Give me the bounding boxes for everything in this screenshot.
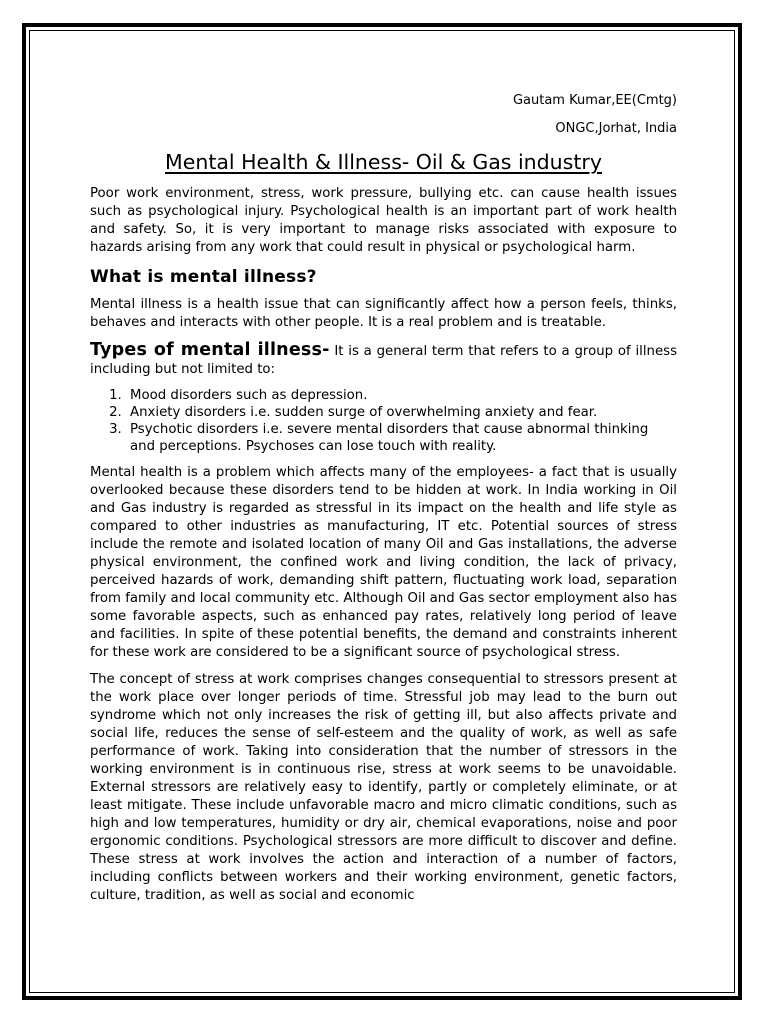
types-intro-text: It is a general term that refers to a group of illness including but not limited to: [90,344,677,377]
document-title: Mental Health & Illness- Oil & Gas industry [165,150,602,174]
author-name: Gautam Kumar,EE(Cmtg) [512,93,677,108]
author-organization: ONGC,Jorhat, India [555,121,677,136]
intro-paragraph: Poor work environment, stress, work pressure, bullying etc. can cause health issues such as psychological injury. Psychological health is an important part of work health and safety. So, it is very important to manage risks associated with exposure to hazards arising from any work that could result in physical or psychological harm. [90,186,677,255]
author-block [90,92,677,138]
list-item: 1. Mood disorders such as depression. [126,387,677,404]
types-paragraph [90,341,677,379]
stress-at-work-paragraph: The concept of stress at work comprises changes consequential to stressors present at the work place over longer periods of time. Stressful job may lead to the burn out syndrome which not only increases the risk of getting ill, but also affects private and social life, reduces the sense of self-esteem and the quality of work, as well as safe performance of work. Taking into consideration that the number of stressors in the working environment is in continuous rise, stress at work seems to be unavoidable. External stressors are relatively easy to identify, partly or completely eliminate, or at least mitigate. These include unfavorable macro and micro climatic conditions, such as high and low temperatures, humidity or dry air, chemical evaporations, noise and poor ergonomic conditions. Psychological stressors are more difficult to discover and define. These stress at work involves the action and interaction of a number of factors, including conflicts between workers and their working environment, genetic factors, culture, tradition, as well as social and economic [90,672,677,903]
oil-gas-stress-paragraph: Mental health is a problem which affects many of the employees- a fact that is usually overlooked because these disorders tend to be hidden at work. In India working in Oil and Gas industry is regarded as stressful in its impact on the health and life style as compared to other industries as manufacturing, IT etc. Potential sources of stress include the remote and isolated location of many Oil and Gas installations, the adverse physical environment, the confined work and living condition, the lack of privacy, perceived hazards of work, demanding shift pattern, fluctuating work load, separation from family and local community etc. Although Oil and Gas sector employment also has some favorable aspects, such as enhanced pay rates, relatively long period of leave and facilities. In spite of these potential benefits, the demand and constraints inherent for these work are considered to be a significant source of psychological stress. [90,465,677,660]
list-item: 2. Anxiety disorders i.e. sudden surge of overwhelming anxiety and fear. [126,404,677,421]
section-heading-types-of-mental-illness: Types of mental illness- [90,340,330,360]
mental-illness-types-list [90,387,677,455]
document-body [90,90,677,914]
section-heading-what-is-mental-illness: What is mental illness? [90,267,317,287]
list-item: 3. Psychotic disorders i.e. severe mental disorders that cause abnormal thinking and perceptions. Psychoses can lose touch with reality. [126,421,677,455]
what-is-mental-illness-paragraph: Mental illness is a health issue that can significantly affect how a person feels, thinks, behaves and interacts with other people. It is a real problem and is treatable. [90,297,677,330]
